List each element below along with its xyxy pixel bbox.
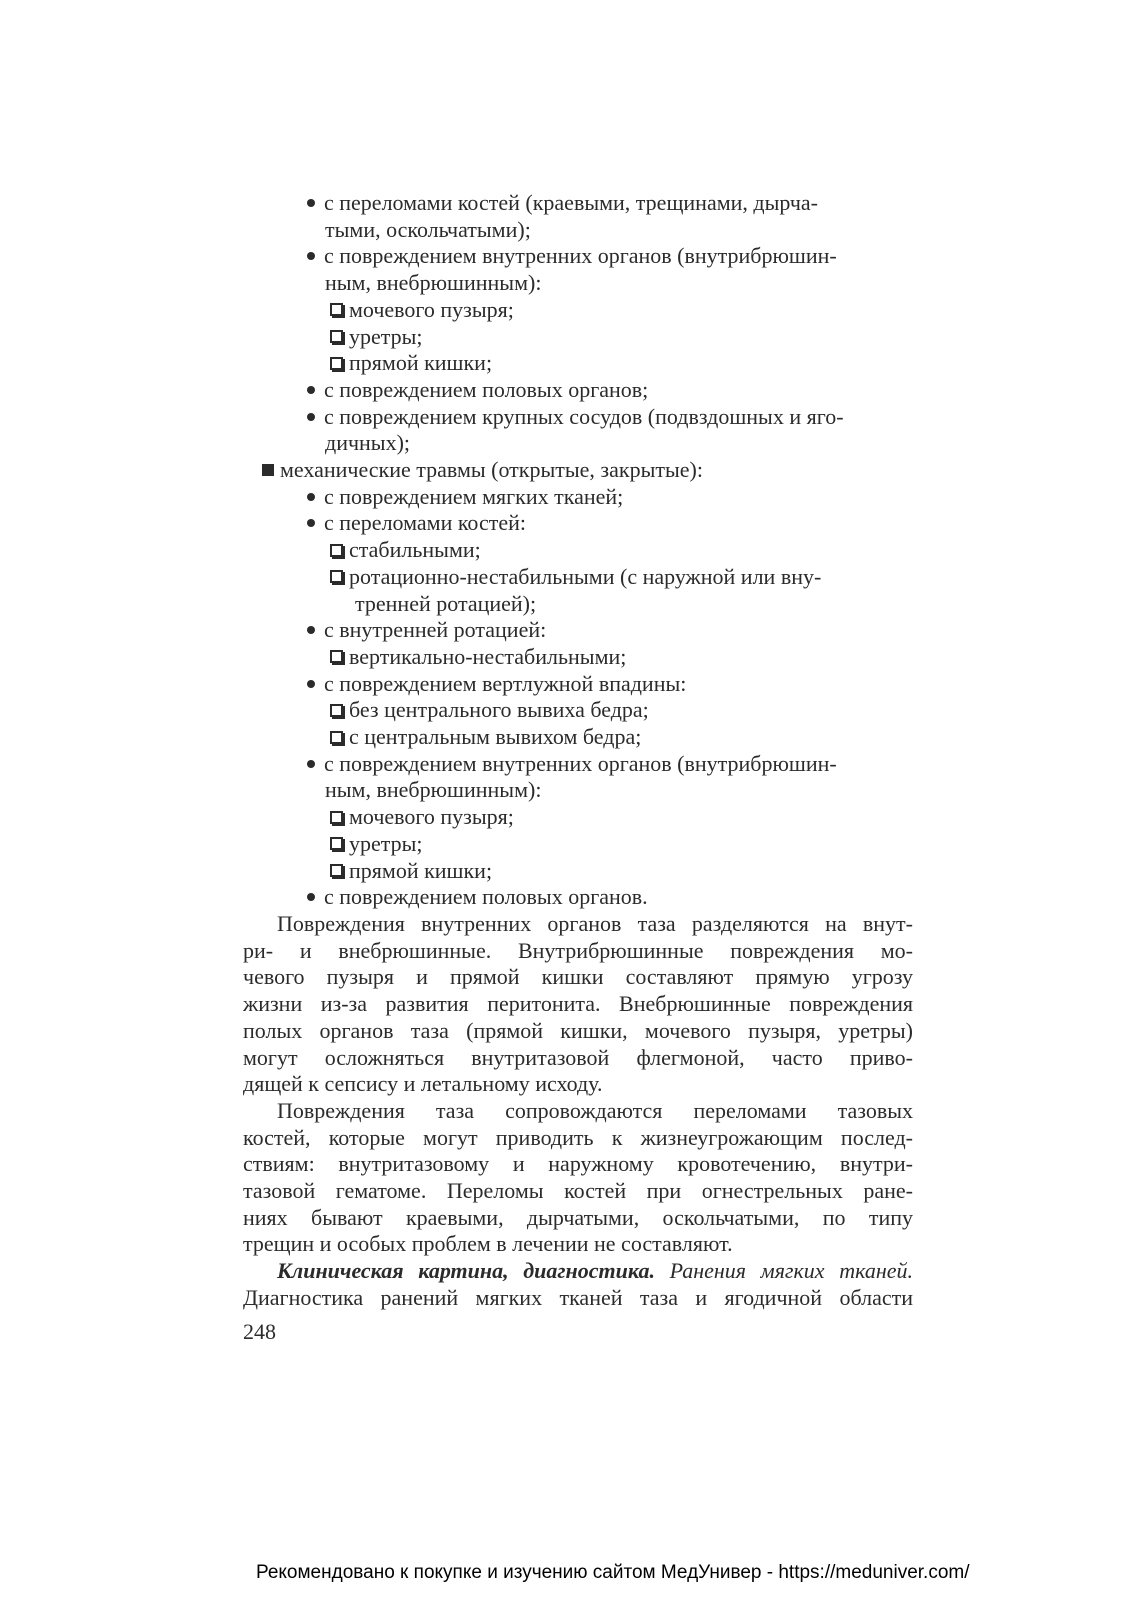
list-item: с повреждением крупных сосудов (подвздошных и яго- <box>243 404 913 431</box>
paragraph-line: костей, которые могут приводить к жизнеугрожающим послед- <box>243 1124 913 1150</box>
subsection-heading: Ранения мягких тканей. <box>654 1258 913 1284</box>
list-item: уретры; <box>243 324 913 351</box>
checkbox-bullet-icon <box>330 650 343 663</box>
list-item: прямой кишки; <box>243 858 913 885</box>
bullet-dot-icon <box>307 386 315 394</box>
paragraph-line: дящей к сепсису и летальному исходу. <box>243 1071 603 1097</box>
bullet-dot-icon <box>307 680 315 688</box>
list-item: вертикально-нестабильными; <box>243 644 913 671</box>
list-item: с повреждением половых органов. <box>243 884 913 911</box>
paragraph-line: Повреждения таза сопровождаются переломами тазовых <box>277 1097 913 1123</box>
checkbox-bullet-icon <box>330 544 343 557</box>
bullet-dot-icon <box>307 626 315 634</box>
paragraph-line: Повреждения внутренних органов таза разделяются на внут- <box>277 910 913 936</box>
bullet-dot-icon <box>307 893 315 901</box>
paragraph-line: трещин и особых проблем в лечении не составляют. <box>243 1231 733 1257</box>
list-item: с переломами костей (краевыми, трещинами, дырча- <box>243 190 913 217</box>
list-item-continuation: ным, внебрюшинным): <box>325 270 542 296</box>
section-heading-line <box>243 1258 913 1285</box>
list-item: прямой кишки; <box>243 350 913 377</box>
paragraph-line: тазовой гематоме. Переломы костей при огнестрельных ране- <box>243 1178 913 1204</box>
checkbox-bullet-icon <box>330 704 343 717</box>
checkbox-bullet-icon <box>330 864 343 877</box>
list-item: уретры; <box>243 831 913 858</box>
list-item-continuation: тренней ротацией); <box>355 590 537 616</box>
checkbox-bullet-icon <box>330 570 343 583</box>
checkbox-bullet-icon <box>330 731 343 744</box>
page-number: 248 <box>243 1319 276 1344</box>
list-item: с повреждением внутренних органов (внутрибрюшин- <box>243 751 913 778</box>
list-item-continuation: ным, внебрюшинным): <box>325 777 542 803</box>
paragraph-line: ниях бывают краевыми, дырчатыми, оскольчатыми, по типу <box>243 1204 913 1230</box>
square-bullet-icon <box>262 464 274 476</box>
checkbox-bullet-icon <box>330 330 343 343</box>
list-item: мочевого пузыря; <box>243 297 913 324</box>
bullet-dot-icon <box>307 199 315 207</box>
list-item-continuation: дичных); <box>325 430 411 456</box>
list-item: с центральным вывихом бедра; <box>243 724 913 751</box>
list-item-continuation: тыми, оскольчатыми); <box>325 216 531 242</box>
list-item: без центрального вывиха бедра; <box>243 697 913 724</box>
list-item: с повреждением внутренних органов (внутрибрюшин- <box>243 243 913 270</box>
paragraph-line: Диагностика ранений мягких тканей таза и ягодичной области <box>243 1284 913 1310</box>
list-item: с внутренней ротацией: <box>243 617 913 644</box>
list-item: ротационно-нестабильными (с наружной или вну- <box>243 564 913 591</box>
bullet-dot-icon <box>307 493 315 501</box>
paragraph-line: чевого пузыря и прямой кишки составляют прямую угрозу <box>243 964 913 990</box>
paragraph-line: жизни из-за развития перитонита. Внебрюшинные повреждения <box>243 991 913 1017</box>
list-item: мочевого пузыря; <box>243 804 913 831</box>
checkbox-bullet-icon <box>330 357 343 370</box>
checkbox-bullet-icon <box>330 811 343 824</box>
checkbox-bullet-icon <box>330 303 343 316</box>
list-item: с повреждением половых органов; <box>243 377 913 404</box>
page-body <box>243 190 913 1312</box>
paragraph-line: полых органов таза (прямой кишки, мочевого пузыря, уретры) <box>243 1017 913 1043</box>
paragraph-line: ри- и внебрюшинные. Внутрибрюшинные повреждения мо- <box>243 937 913 963</box>
list-item: с переломами костей: <box>243 510 913 537</box>
list-item: с повреждением вертлужной впадины: <box>243 671 913 698</box>
list-item: стабильными; <box>243 537 913 564</box>
bullet-dot-icon <box>307 252 315 260</box>
section-heading: Клиническая картина, диагностика. <box>277 1258 655 1284</box>
list-item: с повреждением мягких тканей; <box>243 484 913 511</box>
bullet-dot-icon <box>307 519 315 527</box>
bullet-dot-icon <box>307 760 315 768</box>
bullet-dot-icon <box>307 413 315 421</box>
footer-note: Рекомендовано к покупке и изучению сайтом МедУнивер - https://meduniver.com/ <box>256 1562 970 1583</box>
list-item: механические травмы (открытые, закрытые): <box>243 457 913 484</box>
checkbox-bullet-icon <box>330 837 343 850</box>
paragraph-line: могут осложняться внутритазовой флегмоной, часто приво- <box>243 1044 913 1070</box>
paragraph-line: ствиям: внутритазовому и наружному кровотечению, внутри- <box>243 1151 913 1177</box>
